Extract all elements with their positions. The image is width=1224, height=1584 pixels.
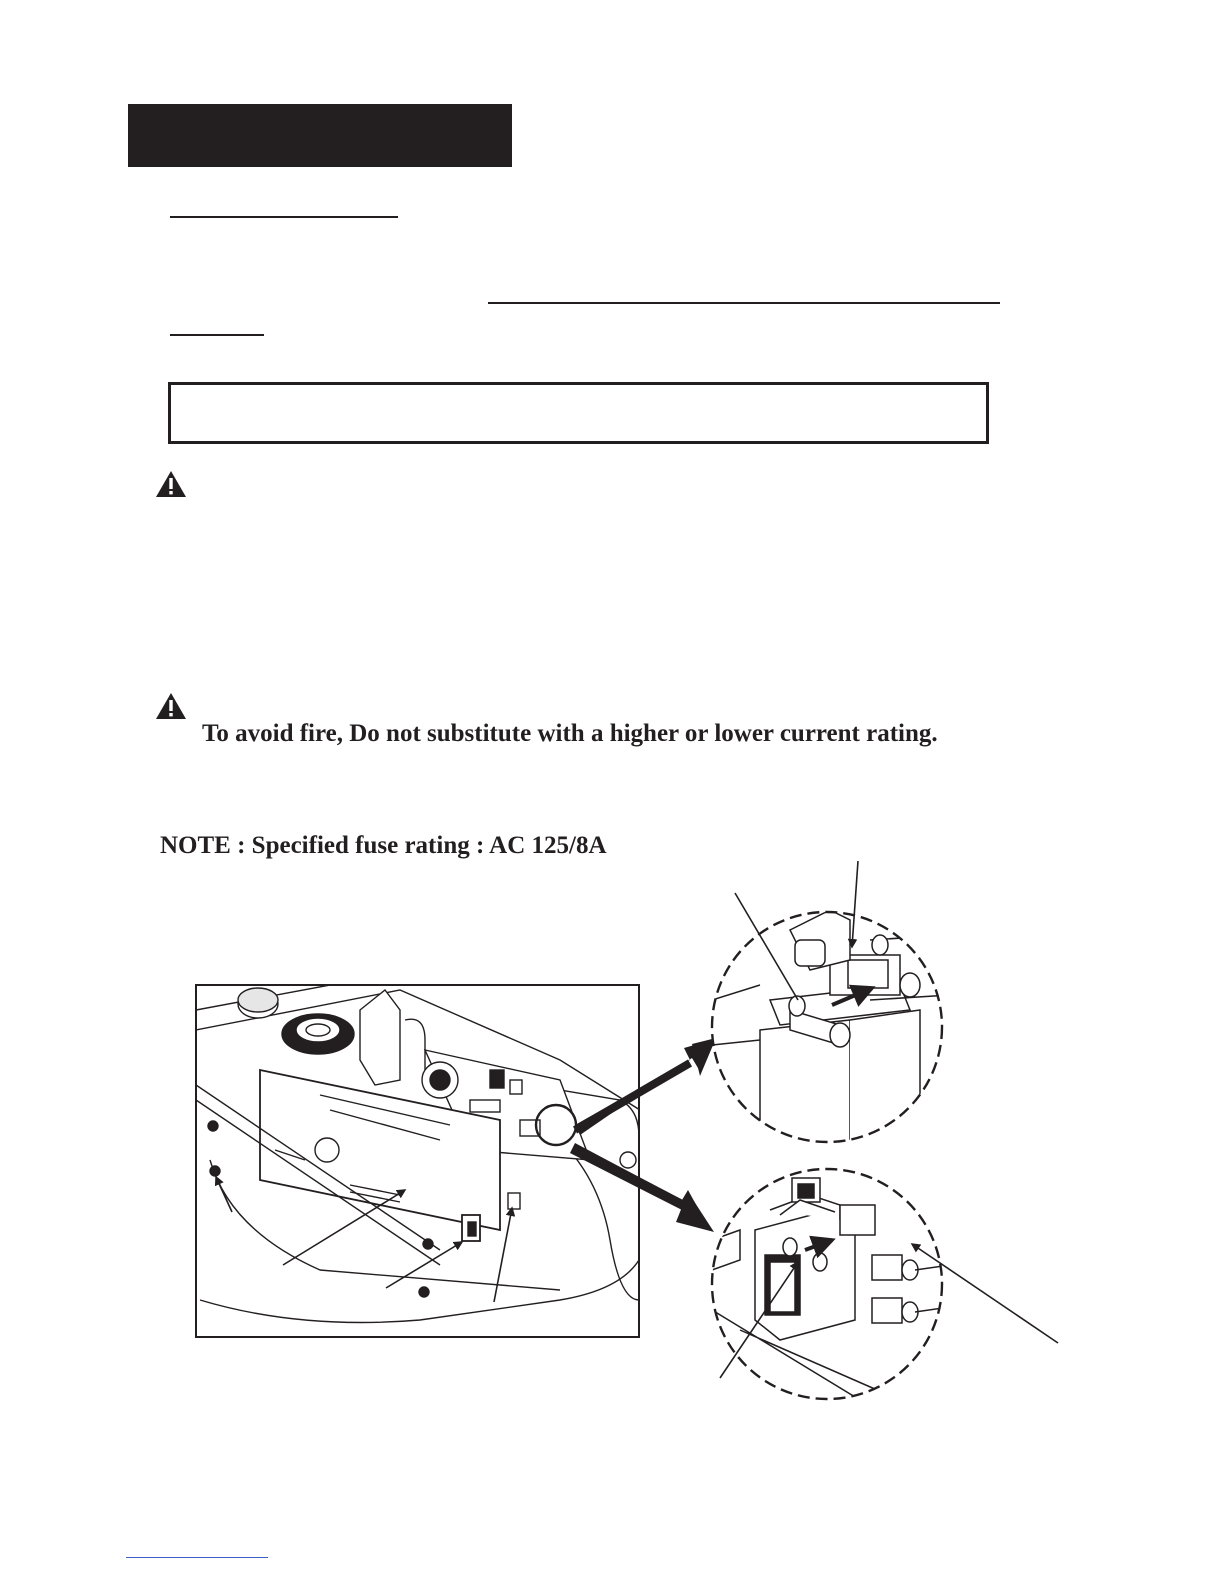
fuse-detail-top	[712, 910, 952, 1152]
subheading-underline	[170, 216, 398, 218]
fuse-replacement-diagram	[0, 850, 1224, 1410]
caution-text: To avoid fire, Do not substitute with a higher or lower current rating.	[202, 720, 938, 747]
text-underline-2	[170, 334, 264, 336]
warning-triangle-icon	[155, 470, 187, 498]
text-underline-1	[488, 302, 1000, 304]
section-header-bar	[128, 104, 512, 167]
fuse-detail-bottom	[712, 1169, 952, 1409]
warning-triangle-icon	[155, 692, 187, 720]
notice-box	[168, 382, 989, 444]
footer-link-underline	[126, 1557, 268, 1558]
fuse-rating-note: NOTE : Specified fuse rating : AC 125/8A	[160, 832, 607, 859]
